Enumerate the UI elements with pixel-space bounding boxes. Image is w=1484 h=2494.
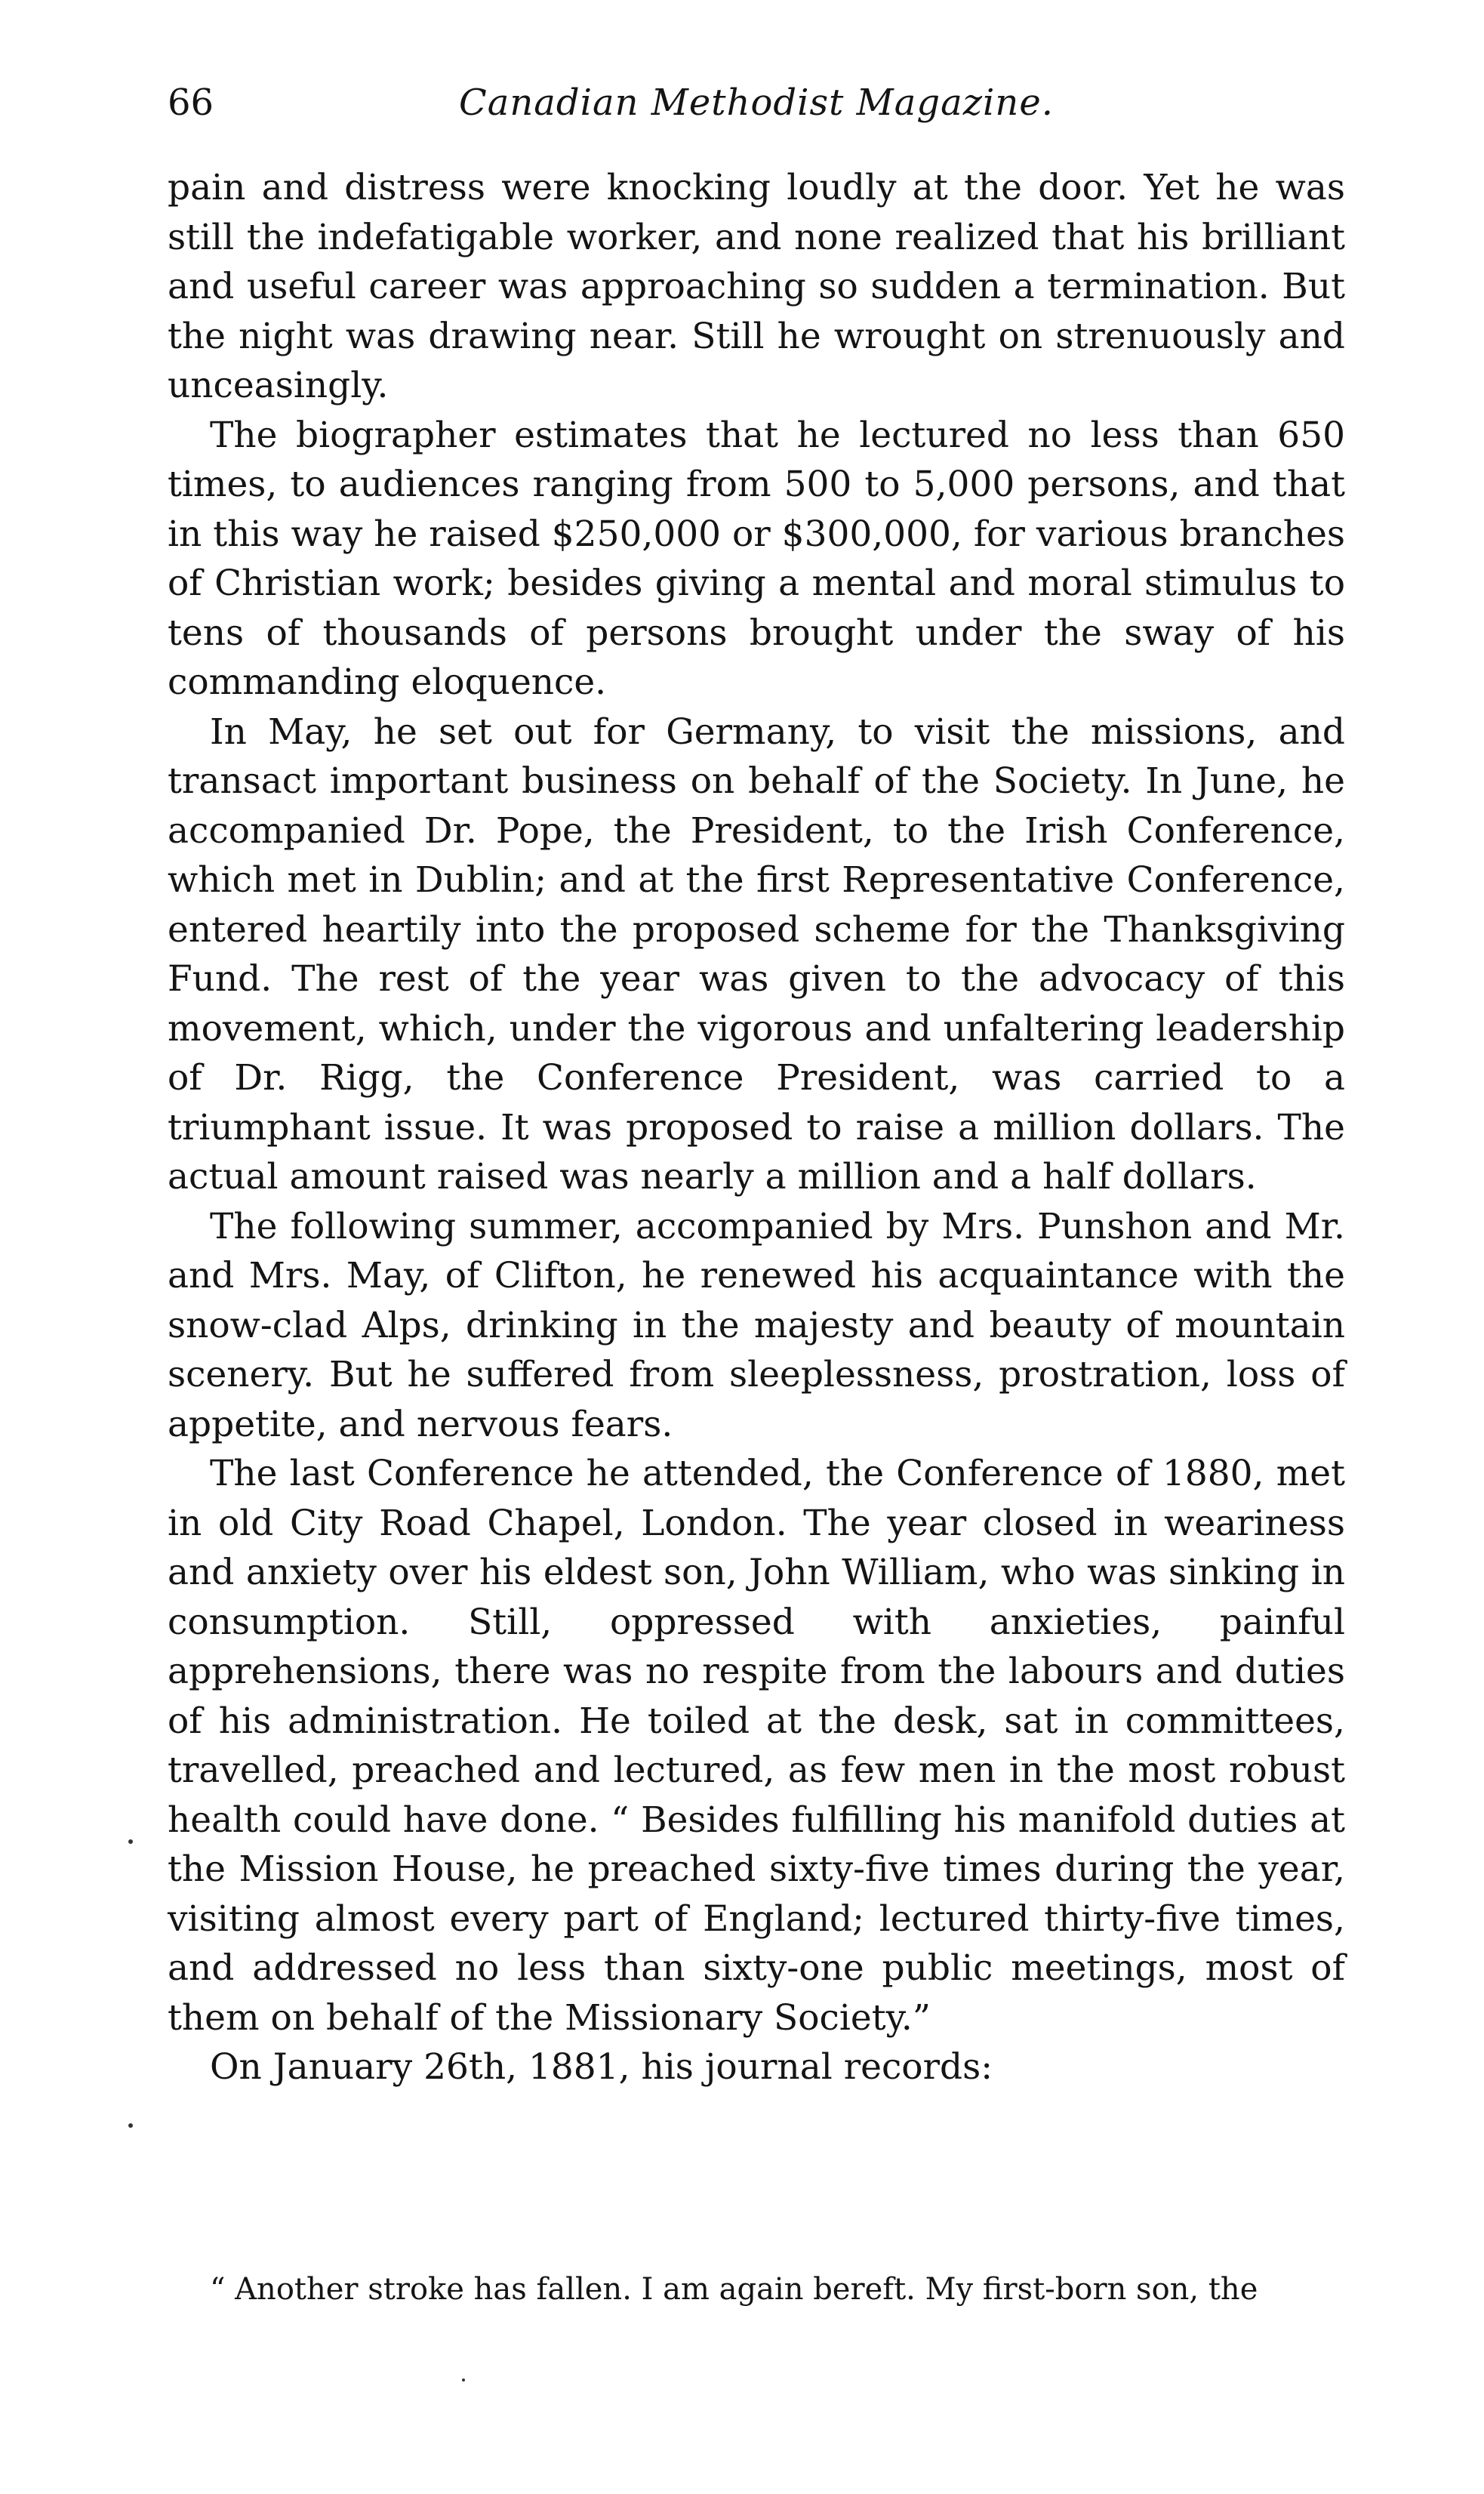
paragraph-4: The following summer, accompanied by Mrs. Punshon and Mr. and Mrs. May, of Clifton, he renewed his acquaintance with the snow-clad Alps, drinking in the majesty and beauty of mountain scenery. But he suffered from sleeplessness, prostration, loss of appetite, and nervous fears. [168,1205,1345,1445]
paragraph-2: The biographer estimates that he lectured no less than 650 times, to audiences ranging from 500 to 5,000 persons, and that in this way he raised $250,000 or $300,000, for various branches of Christian work; besides giving a mental and moral stimulus to tens of thousands of persons brought under the sway of his commanding eloquence. [168,414,1345,703]
running-title: Canadian Methodist Magazine. [459,82,1054,124]
article-body [168,163,1345,2092]
paragraph-3: In May, he set out for Germany, to visit the missions, and transact important business on behalf of the Society. In June, he accompanied Dr. Pope, the President, to the Irish Conference, which met in Dublin; and at the first Representative Conference, entered heartily into the proposed scheme for the Thanksgiving Fund. The rest of the year was given to the advocacy of this movement, which, under the vigorous and unfaltering leadership of Dr. Rigg, the Conference President, was carried to a triumphant issue. It was proposed to raise a million dollars. The actual amount raised was nearly a million and a half dollars. [168,711,1345,1198]
paragraph-1: pain and distress were knocking loudly at the door. Yet he was still the indefatigable worker, and none realized that his brilliant and useful career was approaching so sudden a termination. But the night was drawing near. Still he wrought on strenuously and unceasingly. [168,167,1345,406]
paragraph-5: The last Conference he attended, the Conference of 1880, met in old City Road Chapel, London. The year closed in weariness and anxiety over his eldest son, John William, who was sinking in consumption. Still, oppressed with anxieties, painful apprehensions, there was no respite from the labours and duties of his administration. He toiled at the desk, sat in committees, travelled, preached and lectured, as few men in the most robust health could have done. “ Besides fulfilling his manifold duties at the Mission House, he preached sixty-five times during the year, visiting almost every part of England; lectured thirty-five times, and addressed no less than sixty-one public meetings, most of them on behalf of the Missionary Society.” [168,1453,1345,2039]
journal-quote: “ Another stroke has fallen. I am again bereft. My first-born son, the [210,2272,1258,2307]
ink-speck [128,2123,133,2128]
page-number: 66 [168,82,214,124]
ink-speck [462,2378,465,2381]
ink-speck [128,1839,133,1844]
paragraph-6: On January 26th, 1881, his journal records: [210,2046,993,2088]
page-header [168,76,1345,136]
